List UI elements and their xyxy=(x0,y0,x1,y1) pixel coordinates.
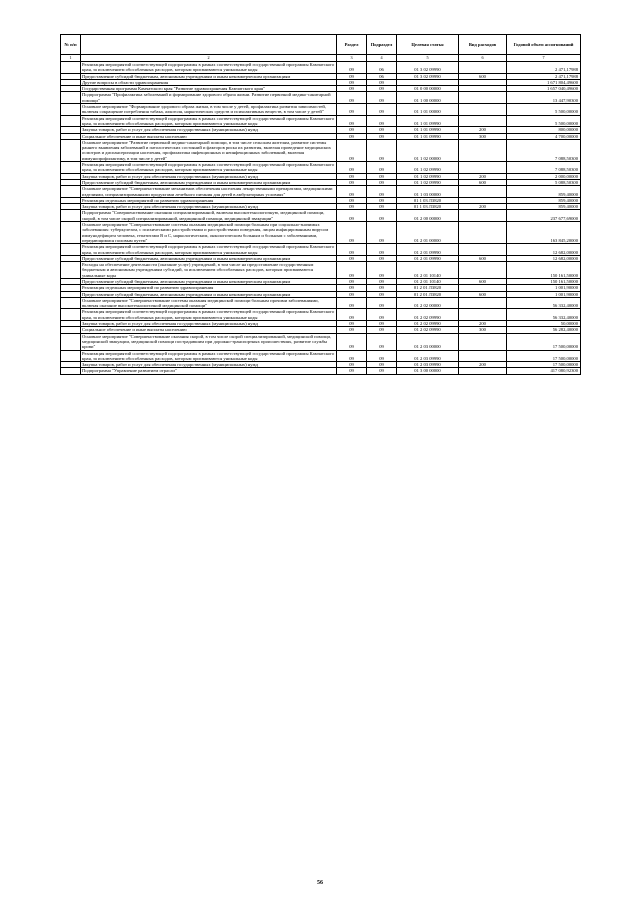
section-cell: 09 xyxy=(337,210,367,222)
row-number-cell xyxy=(61,115,81,127)
subsection-cell: 09 xyxy=(367,262,397,279)
subsection-cell: 09 xyxy=(367,285,397,291)
table-row xyxy=(61,262,581,279)
target-article-cell: 01 2 00 00000 xyxy=(397,210,459,222)
annual-amount-cell: 13 447,90300 xyxy=(507,92,581,104)
annual-amount-cell: 5 088,50300 xyxy=(507,179,581,185)
section-cell: 09 xyxy=(337,244,367,256)
expense-name-cell: Закупка товаров, работ и услуг для обеспечения государственных (муниципальных) нужд xyxy=(81,127,337,133)
expense-name-cell: Основное мероприятие "Совершенствование системы оказания медицинской помощи больным прочими заболеваниями, включая оказание высокотехнологичной медицинской помощи" xyxy=(81,297,337,309)
section-cell: 09 xyxy=(337,350,367,362)
expense-type-cell xyxy=(459,139,507,161)
expense-name-cell: Другие вопросы в области здравоохранения xyxy=(81,79,337,85)
section-cell: 09 xyxy=(337,92,367,104)
section-cell: 09 xyxy=(337,179,367,185)
table-row xyxy=(61,139,581,161)
expense-type-cell: 600 xyxy=(459,255,507,261)
section-cell: 09 xyxy=(337,86,367,92)
annual-amount-cell: 17 500,00000 xyxy=(507,362,581,368)
section-cell: 09 xyxy=(337,222,367,244)
row-number-cell xyxy=(61,186,81,198)
expense-type-cell xyxy=(459,62,507,74)
column-header-target-article: Целевая статья xyxy=(397,35,459,55)
target-article-cell: 01 2 01 Л3820 xyxy=(397,285,459,291)
subsection-cell: 09 xyxy=(367,297,397,309)
expense-name-cell: Реализация отдельных мероприятий по развитию здравоохранения xyxy=(81,197,337,203)
expense-name-cell: Расходы на обеспечение деятельности (оказание услуг) учреждений, в том числе на предоставление государственным бюджетным и автономным учреждениям субсидий, за исключением обособленных расходов, которым присваиваются уникальные коды xyxy=(81,262,337,279)
annual-amount-cell: 859,40000 xyxy=(507,186,581,198)
row-number-cell xyxy=(61,62,81,74)
expense-type-cell xyxy=(459,309,507,321)
table-row xyxy=(61,186,581,198)
expense-name-cell: Основное мероприятие "Совершенствование оказания скорой, в том числе скорой специализированной, медицинской помощи, медицинской эвакуации, медицинской помощи пострадавшим при дорожно-транспортных происшествиях, развитие службы крови" xyxy=(81,333,337,350)
annual-amount-cell: 2 471,17988 xyxy=(507,73,581,79)
annual-amount-cell: 859,40000 xyxy=(507,204,581,210)
target-article-cell: 01 1 03 Л3820 xyxy=(397,197,459,203)
subsection-cell: 09 xyxy=(367,291,397,297)
column-header-section: Раздел xyxy=(337,35,367,55)
annual-amount-cell: 12 682,00000 xyxy=(507,244,581,256)
table-row xyxy=(61,368,581,374)
section-cell: 09 xyxy=(337,333,367,350)
target-article-cell: 01 1 03 00000 xyxy=(397,186,459,198)
column-number: 5 xyxy=(397,55,459,62)
expense-name-cell: Основное мероприятие "Формирование здорового образа жизни, в том числе у детей, профилактика развития зависимостей, включая сокращение потребления табака, алкоголя, наркотических средств и психоактивных веществ, в том числе у детей" xyxy=(81,104,337,116)
subsection-cell: 09 xyxy=(367,173,397,179)
row-number-cell xyxy=(61,244,81,256)
section-cell: 09 xyxy=(337,73,367,79)
column-number: 7 xyxy=(507,55,581,62)
subsection-cell: 09 xyxy=(367,197,397,203)
expense-name-cell: Предоставление субсидий бюджетным, автономным учреждениям и иным некоммерческим организациям xyxy=(81,278,337,284)
target-article-cell: 01 2 01 Л3820 xyxy=(397,291,459,297)
target-article-cell: 01 1 02 09990 xyxy=(397,179,459,185)
annual-amount-cell: 56 332,40000 xyxy=(507,309,581,321)
annual-amount-cell: 237 677,69000 xyxy=(507,210,581,222)
expense-type-cell: 200 xyxy=(459,362,507,368)
expense-name-cell: Реализация мероприятий соответствующей подпрограммы в рамках соответствующей государственной программы Камчатского края, за исключением обособленных расходов, которым присваиваются уникальные коды xyxy=(81,350,337,362)
table-row xyxy=(61,104,581,116)
table-row xyxy=(61,92,581,104)
expense-type-cell xyxy=(459,222,507,244)
subsection-cell: 09 xyxy=(367,210,397,222)
target-article-cell: 01 1 01 00000 xyxy=(397,104,459,116)
annual-amount-cell: 417 080,92300 xyxy=(507,368,581,374)
section-cell: 09 xyxy=(337,139,367,161)
target-article-cell: 01 2 03 09990 xyxy=(397,362,459,368)
section-cell: 09 xyxy=(337,285,367,291)
section-cell: 09 xyxy=(337,173,367,179)
section-cell: 09 xyxy=(337,162,367,174)
expense-type-cell xyxy=(459,297,507,309)
subsection-cell: 09 xyxy=(367,127,397,133)
target-article-cell: 01 2 02 09990 xyxy=(397,321,459,327)
target-article-cell: 01 2 03 00000 xyxy=(397,333,459,350)
target-article-cell: 01 1 02 09990 xyxy=(397,173,459,179)
row-number-cell xyxy=(61,297,81,309)
annual-amount-cell: 56 282,40000 xyxy=(507,327,581,333)
column-number: 3 xyxy=(337,55,367,62)
expense-name-cell: Закупка товаров, работ и услуг для обеспечения государственных (муниципальных) нужд xyxy=(81,321,337,327)
expense-name-cell: Реализация мероприятий соответствующей подпрограммы в рамках соответствующей государственной программы Камчатского края, за исключением обособленных расходов, которым присваиваются уникальные коды xyxy=(81,162,337,174)
annual-amount-cell: 7 088,50300 xyxy=(507,162,581,174)
target-article-cell: 01 1 01 09990 xyxy=(397,133,459,139)
expense-type-cell xyxy=(459,186,507,198)
target-article-cell: 01 1 02 00000 xyxy=(397,139,459,161)
annual-amount-cell: 7 088,50300 xyxy=(507,139,581,161)
column-header-expense-type: Вид расходов xyxy=(459,35,507,55)
section-cell: 09 xyxy=(337,115,367,127)
expense-name-cell: Подпрограмма "Управление развитием отрасли" xyxy=(81,368,337,374)
subsection-cell: 09 xyxy=(367,133,397,139)
subsection-cell: 09 xyxy=(367,186,397,198)
target-article-cell: 01 2 01 10140 xyxy=(397,278,459,284)
annual-amount-cell: 859,40000 xyxy=(507,197,581,203)
target-article-cell: 01 1 02 09990 xyxy=(397,162,459,174)
table-row xyxy=(61,62,581,74)
expense-name-cell: Реализация мероприятий соответствующей подпрограммы в рамках соответствующей государственной программы Камчатского края, за исключением обособленных расходов, которым присваиваются уникальные коды xyxy=(81,244,337,256)
subsection-cell: 06 xyxy=(367,62,397,74)
section-cell: 09 xyxy=(337,104,367,116)
annual-amount-cell: 5 500,00000 xyxy=(507,115,581,127)
target-article-cell: 01 1 03 Л3820 xyxy=(397,204,459,210)
column-number: 4 xyxy=(367,55,397,62)
target-article-cell: 01 1 01 09990 xyxy=(397,115,459,127)
expense-type-cell xyxy=(459,162,507,174)
annual-amount-cell: 12 682,00000 xyxy=(507,255,581,261)
expense-name-cell: Основное мероприятие "Развитие первичной медико-санитарной помощи, в том числе сельским жителям, развитие системы раннего выявления заболеваний и патологических состояний и факторов риска их развития, включая проведение медицинских осмотров и диспансеризации населения, профилактика инфекционных и неинфекционных заболеваний, включая иммунопрофилактику, в том числе у детей" xyxy=(81,139,337,161)
column-number: 2 xyxy=(81,55,337,62)
subsection-cell: 09 xyxy=(367,327,397,333)
subsection-cell: 09 xyxy=(367,79,397,85)
target-article-cell: 01 2 02 09990 xyxy=(397,309,459,321)
column-number: 1 xyxy=(61,55,81,62)
section-cell: 09 xyxy=(337,291,367,297)
subsection-cell: 09 xyxy=(367,350,397,362)
table-row xyxy=(61,309,581,321)
column-header-subsection: Подраздел xyxy=(367,35,397,55)
expense-type-cell xyxy=(459,244,507,256)
row-number-cell xyxy=(61,162,81,174)
subsection-cell: 06 xyxy=(367,73,397,79)
subsection-cell: 09 xyxy=(367,115,397,127)
column-header-number: № п/п xyxy=(61,35,81,55)
expense-type-cell xyxy=(459,350,507,362)
section-cell: 09 xyxy=(337,368,367,374)
annual-amount-cell: 4 700,00000 xyxy=(507,133,581,139)
target-article-cell: 01 2 01 10140 xyxy=(397,262,459,279)
expense-type-cell xyxy=(459,333,507,350)
annual-amount-cell: 1 657 040,49600 xyxy=(507,86,581,92)
subsection-cell: 09 xyxy=(367,255,397,261)
subsection-cell: 09 xyxy=(367,139,397,161)
table-row xyxy=(61,350,581,362)
annual-amount-cell: 163 845,20000 xyxy=(507,222,581,244)
subsection-cell: 09 xyxy=(367,368,397,374)
section-cell: 09 xyxy=(337,262,367,279)
subsection-cell: 09 xyxy=(367,321,397,327)
section-cell: 09 xyxy=(337,327,367,333)
row-number-cell xyxy=(61,222,81,244)
target-article-cell: 01 2 01 00000 xyxy=(397,222,459,244)
subsection-cell: 09 xyxy=(367,362,397,368)
annual-amount-cell: 2 000,00000 xyxy=(507,173,581,179)
column-header-annual-amount: Годовой объем ассигнований xyxy=(507,35,581,55)
annual-amount-cell: 17 500,00000 xyxy=(507,333,581,350)
section-cell: 09 xyxy=(337,278,367,284)
target-article-cell: 01 2 01 09990 xyxy=(397,255,459,261)
subsection-cell: 09 xyxy=(367,204,397,210)
budget-document-sheet xyxy=(60,34,580,375)
table-row xyxy=(61,210,581,222)
expense-type-cell: 200 xyxy=(459,173,507,179)
expense-type-cell: 600 xyxy=(459,73,507,79)
section-cell: 09 xyxy=(337,297,367,309)
expense-type-cell: 300 xyxy=(459,133,507,139)
expense-type-cell xyxy=(459,210,507,222)
subsection-cell: 09 xyxy=(367,104,397,116)
expense-type-cell: 300 xyxy=(459,327,507,333)
expense-name-cell: Подпрограмма "Профилактика заболеваний и формирование здорового образа жизни. Развитие первичной медико-санитарной помощи" xyxy=(81,92,337,104)
target-article-cell: 01 3 02 09990 xyxy=(397,62,459,74)
target-article-cell: 01 2 03 09990 xyxy=(397,350,459,362)
expense-type-cell: 200 xyxy=(459,321,507,327)
row-number-cell xyxy=(61,92,81,104)
expense-type-cell xyxy=(459,104,507,116)
row-number-cell xyxy=(61,333,81,350)
row-number-cell xyxy=(61,262,81,279)
section-cell: 09 xyxy=(337,62,367,74)
target-article-cell: 01 1 01 09990 xyxy=(397,127,459,133)
annual-amount-cell: 17 500,00000 xyxy=(507,350,581,362)
annual-amount-cell: 150 161,50000 xyxy=(507,262,581,279)
section-cell: 09 xyxy=(337,255,367,261)
expense-type-cell xyxy=(459,262,507,279)
row-number-cell xyxy=(61,210,81,222)
section-cell: 09 xyxy=(337,186,367,198)
subsection-cell: 09 xyxy=(367,86,397,92)
row-number-cell xyxy=(61,104,81,116)
expense-type-cell: 600 xyxy=(459,179,507,185)
expense-name-cell: Предоставление субсидий бюджетным, автономным учреждениям и иным некоммерческим организациям xyxy=(81,255,337,261)
column-header-name xyxy=(81,35,337,55)
table-row xyxy=(61,297,581,309)
section-cell: 09 xyxy=(337,79,367,85)
annual-amount-cell: 150 161,50000 xyxy=(507,278,581,284)
column-number-row xyxy=(61,55,581,62)
expense-name-cell: Реализация мероприятий соответствующей подпрограммы в рамках соответствующей государственной программы Камчатского края, за исключением обособленных расходов, которым присваиваются уникальные коды xyxy=(81,115,337,127)
subsection-cell: 09 xyxy=(367,179,397,185)
page-number: 56 xyxy=(317,880,323,886)
expense-name-cell: Реализация мероприятий соответствующей подпрограммы в рамках соответствующей государственной программы Камчатского края, за исключением обособленных расходов, которым присваиваются уникальные коды xyxy=(81,309,337,321)
section-cell: 09 xyxy=(337,309,367,321)
target-article-cell: 01 2 02 09990 xyxy=(397,327,459,333)
column-number: 6 xyxy=(459,55,507,62)
expense-name-cell: Предоставление субсидий бюджетным, автономным учреждениям и иным некоммерческим организациям xyxy=(81,179,337,185)
expense-name-cell: Реализация отдельных мероприятий по развитию здравоохранения xyxy=(81,285,337,291)
expense-name-cell: Закупка товаров, работ и услуг для обеспечения государственных (муниципальных) нужд xyxy=(81,204,337,210)
row-number-cell xyxy=(61,309,81,321)
table-row xyxy=(61,162,581,174)
annual-amount-cell: 2 471,17988 xyxy=(507,62,581,74)
subsection-cell: 09 xyxy=(367,244,397,256)
expense-type-cell: 600 xyxy=(459,278,507,284)
expense-name-cell: Государственная программа Камчатского края "Развитие здравоохранения Камчатского края" xyxy=(81,86,337,92)
expense-type-cell xyxy=(459,368,507,374)
section-cell: 09 xyxy=(337,204,367,210)
section-cell: 09 xyxy=(337,362,367,368)
expense-name-cell: Предоставление субсидий бюджетным, автономным учреждениям и иным некоммерческим организациям xyxy=(81,73,337,79)
section-cell: 09 xyxy=(337,133,367,139)
target-article-cell: 01 1 00 00000 xyxy=(397,92,459,104)
expense-name-cell: Предоставление субсидий бюджетным, автономным учреждениям и иным некоммерческим организациям xyxy=(81,291,337,297)
expense-type-cell: 200 xyxy=(459,127,507,133)
row-number-cell xyxy=(61,368,81,374)
expense-type-cell xyxy=(459,115,507,127)
target-article-cell: 01 2 02 00000 xyxy=(397,297,459,309)
annual-amount-cell: 1 671 804,49600 xyxy=(507,79,581,85)
target-article-cell: 01 3 00 00000 xyxy=(397,368,459,374)
target-article-cell: 01 0 00 00000 xyxy=(397,86,459,92)
subsection-cell: 09 xyxy=(367,278,397,284)
expense-name-cell: Основное мероприятие "Совершенствование системы оказания медицинской помощи больным при социально-значимых заболеваниях: туберкулезом, с психическими расстройствами и расстройствами поведения, лицам инфицированным вирусом иммунодефицита человека, гепатитами В и С, наркологическим, онкологическим больным и больным с заболеваниями, передающимися половым путем" xyxy=(81,222,337,244)
target-article-cell: 01 2 01 09990 xyxy=(397,244,459,256)
expense-name-cell: Закупка товаров, работ и услуг для обеспечения государственных (муниципальных) нужд xyxy=(81,173,337,179)
annual-amount-cell: 1 001,90000 xyxy=(507,285,581,291)
annual-amount-cell: 5 500,00000 xyxy=(507,104,581,116)
subsection-cell: 09 xyxy=(367,333,397,350)
expense-name-cell: Основное мероприятие "Совершенствование механизмов обеспечения населения лекарственными препаратами, медицинскими изделиями, специализированными продуктами лечебного питания для детей в амбулаторных условиях" xyxy=(81,186,337,198)
expense-type-cell xyxy=(459,92,507,104)
section-cell: 09 xyxy=(337,321,367,327)
expense-name-cell: Реализация мероприятий соответствующей подпрограммы в рамках соответствующей государственной программы Камчатского края, за исключением обособленных расходов, которым присваиваются уникальные коды xyxy=(81,62,337,74)
subsection-cell: 09 xyxy=(367,222,397,244)
section-cell: 09 xyxy=(337,197,367,203)
subsection-cell: 09 xyxy=(367,92,397,104)
expense-type-cell: 600 xyxy=(459,291,507,297)
subsection-cell: 09 xyxy=(367,162,397,174)
expense-name-cell: Закупка товаров, работ и услуг для обеспечения государственных (муниципальных) нужд xyxy=(81,362,337,368)
table-row xyxy=(61,244,581,256)
table-header-row xyxy=(61,35,581,55)
annual-amount-cell: 50,00000 xyxy=(507,321,581,327)
expense-name-cell: Социальное обеспечение и иные выплаты населению xyxy=(81,133,337,139)
table-row xyxy=(61,222,581,244)
section-cell: 09 xyxy=(337,127,367,133)
annual-amount-cell: 56 332,40000 xyxy=(507,297,581,309)
annual-amount-cell: 800,00000 xyxy=(507,127,581,133)
table-body xyxy=(61,62,581,375)
annual-amount-cell: 1 001,90000 xyxy=(507,291,581,297)
row-number-cell xyxy=(61,350,81,362)
subsection-cell: 09 xyxy=(367,309,397,321)
budget-table xyxy=(60,34,581,375)
row-number-cell xyxy=(61,139,81,161)
expense-name-cell: Социальное обеспечение и иные выплаты населению xyxy=(81,327,337,333)
table-row xyxy=(61,333,581,350)
expense-type-cell: 200 xyxy=(459,204,507,210)
expense-name-cell: Подпрограмма "Совершенствование оказания специализированной, включая высокотехнологичную, медицинской помощи, скорой, в том числе скорой специализированной, медицинской помощи, медицинской эвакуации" xyxy=(81,210,337,222)
table-row xyxy=(61,115,581,127)
target-article-cell: 01 3 02 09990 xyxy=(397,73,459,79)
